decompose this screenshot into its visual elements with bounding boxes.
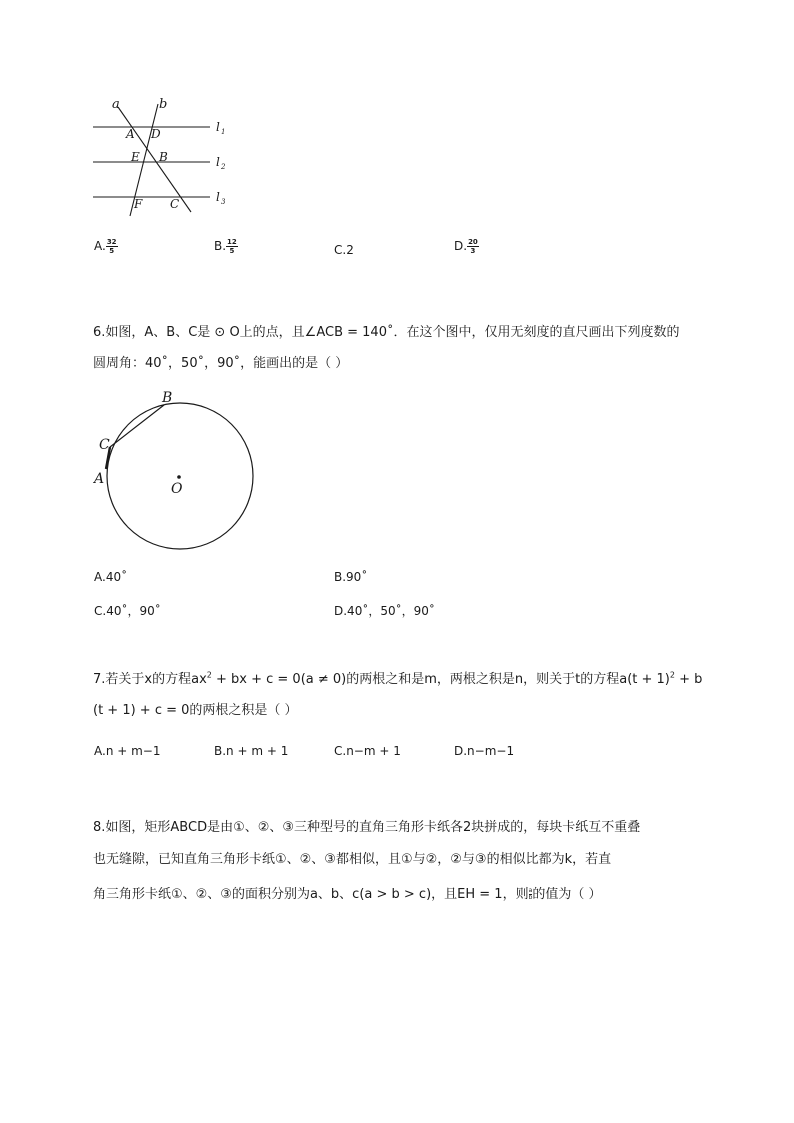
center-point bbox=[177, 475, 181, 479]
q7-line1: 7.若关于x的方程$ax^2$ + bx + c = 0(a ≠ 0)的两根之和是m，两根之积是n，则关于t的方程$a(t + 1)^2 + b$ bbox=[93, 670, 703, 687]
label-l3: l bbox=[216, 190, 220, 204]
q6-option-c: C.40˚，90˚ bbox=[94, 604, 161, 618]
q5-option-c: C.2 bbox=[334, 243, 354, 257]
fraction: $\frac{12}{5}$ bbox=[227, 238, 237, 255]
q8-line3: 角三角形卡纸①、②、③的面积分别为a、b、c(a > b > c)，且EH = 1，则 $\frac{a}{b}$ 的值为（ ） bbox=[93, 887, 602, 902]
figure-circle bbox=[90, 385, 265, 560]
label-D: D bbox=[151, 127, 161, 141]
label-a: a bbox=[112, 97, 120, 112]
fraction: $\frac{32}{5}$ bbox=[106, 238, 117, 255]
fraction-a-over-b: $\frac{a}{b}$ bbox=[528, 887, 533, 901]
label-l2-sub: 2 bbox=[221, 163, 226, 171]
q5-option-a: A. $\frac{32}{5}$ bbox=[94, 238, 117, 255]
label-l1-sub: 1 bbox=[221, 128, 226, 136]
label-A: A bbox=[126, 127, 135, 141]
chord-cb bbox=[110, 405, 164, 447]
label-l2: l bbox=[216, 155, 220, 169]
q5-option-b: B. $\frac{12}{5}$ bbox=[214, 238, 237, 255]
q8-line1: 8.如图，矩形ABCD是由①、②、③三种型号的直角三角形卡纸各2块拼成的，每块卡纸互不重叠 bbox=[93, 820, 641, 835]
q6-option-a: A.40˚ bbox=[94, 570, 128, 584]
label-B: B bbox=[162, 390, 173, 406]
fraction: $\frac{20}{3}$ bbox=[468, 238, 478, 255]
label-E: E bbox=[131, 150, 140, 164]
q6-line2: 圆周角：40˚，50˚，90˚，能画出的是（ ） bbox=[93, 356, 349, 371]
q6-line1: 6.如图，A、B、C是 ⊙ O上的点，且∠ACB = 140˚．在这个图中，仅用无刻度的直尺画出下列度数的 bbox=[93, 325, 680, 340]
label-l3-sub: 3 bbox=[221, 198, 226, 206]
q6-option-b: B.90˚ bbox=[334, 570, 368, 584]
q8-line2: 也无缝隙，已知直角三角形卡纸①、②、③都相似，且①与②，②与③的相似比都为k，若直 bbox=[93, 852, 612, 867]
line-a bbox=[118, 107, 191, 212]
label-b: b bbox=[159, 97, 168, 112]
q5-option-d: D. $\frac{20}{3}$ bbox=[454, 238, 478, 255]
label-F: F bbox=[134, 197, 143, 211]
q7-option-b: B.n + m + 1 bbox=[214, 744, 289, 758]
q7-option-a: A.n + m−1 bbox=[94, 744, 161, 758]
q6-option-d: D.40˚，50˚，90˚ bbox=[334, 604, 435, 618]
figure-parallel-lines bbox=[88, 92, 248, 222]
label-B: B bbox=[159, 150, 168, 164]
label-C: C bbox=[99, 437, 110, 453]
q7-line2: (t + 1) + c = 0的两根之积是（ ） bbox=[93, 703, 298, 718]
label-C: C bbox=[170, 197, 180, 211]
q7-option-c: C.n−m + 1 bbox=[334, 744, 401, 758]
label-O: O bbox=[171, 481, 183, 497]
q7-option-d: D.n−m−1 bbox=[454, 744, 515, 758]
label-A: A bbox=[94, 471, 105, 487]
label-l1: l bbox=[216, 120, 220, 134]
